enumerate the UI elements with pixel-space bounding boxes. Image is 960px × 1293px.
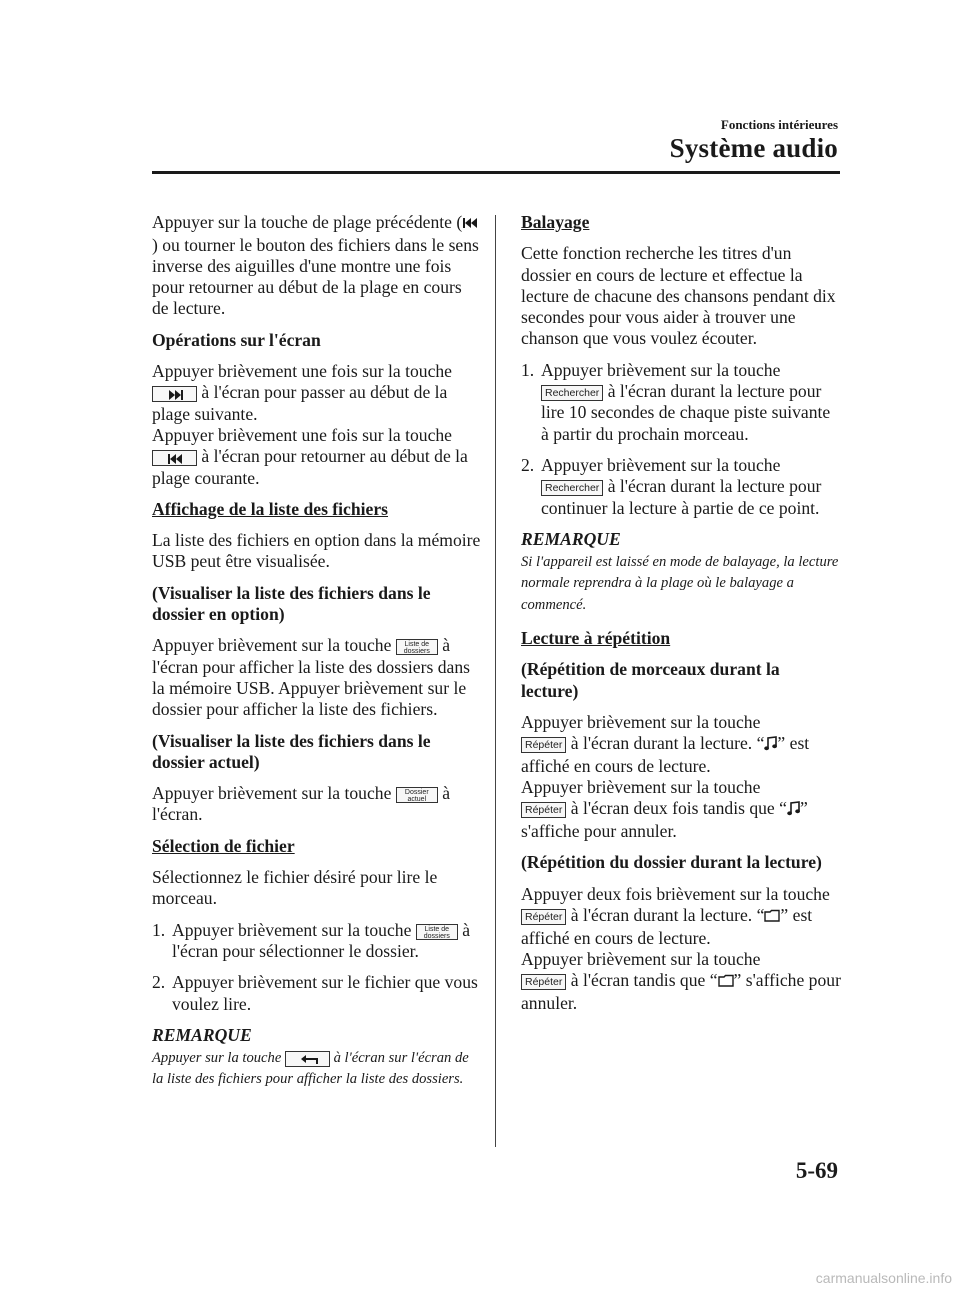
right-column [521,212,841,1024]
watermark: carmanualsonline.info [815,1270,952,1286]
music-note-icon [764,735,777,756]
back-key[interactable] [285,1051,330,1067]
note-heading: REMARQUE [521,528,621,549]
repeat-key[interactable]: Répéter [521,974,566,990]
column-divider [495,215,496,1147]
paragraph-scan: Cette fonction recherche les titres d'un dossier en cours de lecture et effectue la lecture de chacune des chansons pendant dix secondes pour vous aider à trouver une chanson que vous voulez écouter. [521,243,836,349]
page-number: 5-69 [795,1158,838,1183]
header-subtitle: Fonctions intérieures [720,117,838,132]
header-rule [152,171,840,174]
repeat-key[interactable]: Répéter [521,802,566,818]
paragraph-view-option-folder: Appuyer brièvement sur la touche Liste de dossiers à l'écran pour afficher la liste des dossiers dans la mémoire USB. Appuyer brièvement sur le dossier pour afficher la liste des fichiers. [152,635,470,720]
search-key[interactable]: Rechercher [541,385,603,401]
paragraph-view-current-folder: Appuyer brièvement sur la touche Dossier actuel à l'écran. [152,783,451,825]
list-item: 1. Appuyer brièvement sur la touche Rechercher à l'écran durant la lecture pour lire 10 secondes de chaque piste suivante à partir du prochain morceau. [521,359,831,444]
repeat-key[interactable]: Répéter [521,737,566,753]
current-folder-key[interactable]: Dossier actuel [396,787,438,803]
left-column [152,212,482,1103]
previous-track-icon [462,213,478,234]
previous-track-key[interactable] [152,450,197,466]
folder-icon [764,906,780,927]
repeat-key[interactable]: Répéter [521,909,566,925]
paragraph-screen-operations: Appuyer brièvement une fois sur la touche à l'écran pour passer au début de la plage suivante. Appuyer brièvement une fois sur la touche à l'écran pour retourner au début de la plage courante. [152,361,468,488]
music-note-icon [787,800,800,821]
heading-repeat-folder: (Répétition du dossier durant la lecture) [521,852,822,873]
heading-scan: Balayage [521,212,590,232]
heading-view-option-folder: (Visualiser la liste des fichiers dans le dossier en option) [152,582,431,625]
paragraph-previous-track: Appuyer sur la touche de plage précédente () ou tourner le bouton des fichiers dans le sens inverse des aiguilles d'une montre une fois pour retourner au début de la plage en cours de lecture. [152,212,479,319]
list-item: 1. Appuyer brièvement sur la touche Liste de dossiers à l'écran pour sélectionner le dossier. [152,919,471,961]
folder-list-key[interactable]: Liste de dossiers [416,924,458,940]
paragraph-file-selection: Sélectionnez le fichier désiré pour lire le morceau. [152,867,438,909]
list-item: 2. Appuyer brièvement sur le fichier que vous voulez lire. [152,972,478,1014]
folder-list-key[interactable]: Liste de dossiers [396,639,438,655]
paragraph-file-list: La liste des fichiers en option dans la mémoire USB peut être visualisée. [152,530,481,572]
heading-view-current-folder: (Visualiser la liste des fichiers dans le dossier actuel) [152,730,431,772]
page-title: Système audio [669,133,838,163]
paragraph-repeat-track: Appuyer brièvement sur la touche Répéter à l'écran durant la lecture. “ ” est affiché en cours de lecture. Appuyer brièvement sur la touche Répéter à l'écran deux fois tandis que “ ” s'affiche pour annuler. [521,711,810,842]
next-track-key[interactable] [152,386,197,402]
heading-screen-operations: Opérations sur l'écran [152,329,321,350]
list-item: 2. Appuyer brièvement sur la touche Rechercher à l'écran durant la lecture pour continuer la lecture à partie de ce point. [521,454,822,518]
note-text: Si l'appareil est laissé en mode de balayage, la lecture normale reprendra à la plage où le balayage a commencé. [521,554,839,613]
note-text: Appuyer sur la touche à l'écran sur l'écran de la liste des fichiers pour afficher la liste des dossiers. [152,1050,469,1088]
heading-repeat: Lecture à répétition [521,628,671,649]
note-heading: REMARQUE [152,1024,252,1045]
search-key[interactable]: Rechercher [541,480,603,496]
folder-icon [718,971,734,992]
heading-file-selection: Sélection de fichier [152,835,295,856]
paragraph-repeat-folder: Appuyer deux fois brièvement sur la touche Répéter à l'écran durant la lecture. “ ” est affiché en cours de lecture. Appuyer brièvement sur la touche Répéter à l'écran tandis que “ ” s'affiche pour annuler. [521,883,841,1013]
heading-file-list: Affichage de la liste des fichiers [152,498,389,519]
heading-repeat-track: (Répétition de morceaux durant la lecture) [521,659,780,701]
